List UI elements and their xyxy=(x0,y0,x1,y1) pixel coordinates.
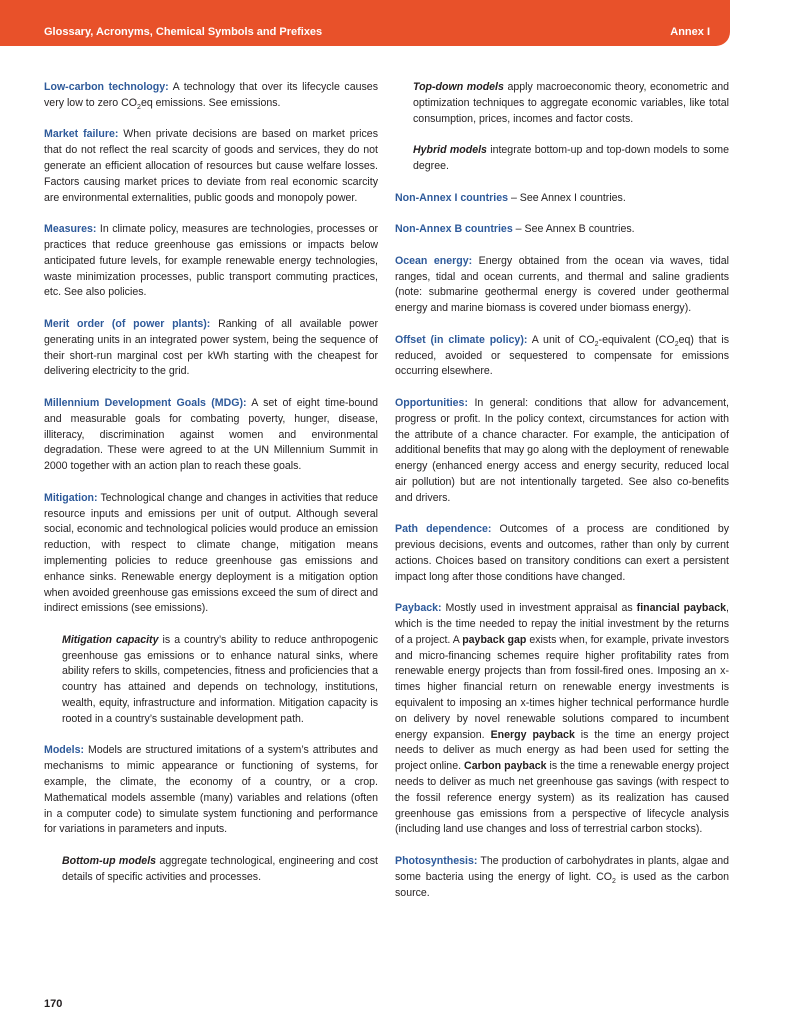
term: Payback: xyxy=(395,602,442,615)
subterm: Mitigation capacity xyxy=(62,633,159,646)
term: Path dependence: xyxy=(395,523,492,536)
subterm: Bottom-up models xyxy=(62,855,157,868)
subterm: Hybrid models xyxy=(413,144,487,157)
entry-hybrid-models: Hybrid models integrate bottom-up and top-down models to some degree. xyxy=(413,144,729,172)
term: Offset (in climate policy): xyxy=(395,333,528,346)
entry-models: Models: Models are structured imitations of a system’s attributes and mechanisms to mimic appearance or functioning of systems, for example, the climate, the economy of a country, or a crop. Mathematical models assemble (many) variables and relations (often in a computer code) to simulate system functioning and performance for variations in parameters and inputs. xyxy=(44,744,378,836)
annex-label: Annex I xyxy=(670,26,710,38)
header-bar xyxy=(0,0,730,46)
chapter-title: Glossary, Acronyms, Chemical Symbols and Prefixes xyxy=(44,26,323,38)
page-number: 170 xyxy=(44,998,63,1010)
term: Non-Annex B countries xyxy=(395,223,513,236)
entry-merit-order: Merit order (of power plants): Ranking of all available power generating units in an integrated power system, being the sequence of their short-run marginal cost per kWh starting with the cheapest for delivering electricity to the grid. xyxy=(44,317,378,378)
entry-non-annex-i: Non-Annex I countries – See Annex I countries. xyxy=(395,191,626,204)
entry-low-carbon-technology: Low-carbon technology: A technology that over its lifecycle causes very low to zero $CO_2eq$ emissions. See emissions. xyxy=(44,81,378,111)
entry-top-down-models: Top-down models apply macroeconomic theory, econometric and optimization techniques to aggregate economic variables, like total consumption, prices, incomes and factor costs. xyxy=(413,81,730,125)
entry-opportunities: Opportunities: In general: conditions that allow for advancement, progress or profit. In the policy context, circumstances for action with the attribute of a chance character. For example, the anticipation of additional benefits that may go along with the deployment of renewable energy (enhanced energy access and energy security, reduced local air pollution) but are not intentionally targeted. See also co-benefits and drivers. xyxy=(395,396,729,504)
entry-path-dependence: Path dependence: Outcomes of a process are conditioned by previous decisions, events and outcomes, rather than only by current actions. Choices based on transitory conditions can exert a persistent impact long after those conditions have changed. xyxy=(395,523,730,583)
entry-mitigation-capacity: Mitigation capacity is a country’s ability to reduce anthropogenic greenhouse gas emissions or to enhance natural sinks, where ability refers to skills, competencies, fitness and proficiencies that a country has attained and depends on technology, institutions, wealth, equity, infrastructure and information. Mitigation capacity is rooted in a country’s sustainable development path. xyxy=(62,633,378,725)
term: Non-Annex I countries xyxy=(395,191,509,204)
entry-non-annex-b: Non-Annex B countries – See Annex B countries. xyxy=(395,223,635,236)
right-column xyxy=(395,80,729,917)
term: Low-carbon technology: xyxy=(44,81,169,93)
entry-measures: Measures: In climate policy, measures are technologies, processes or practices that reduce greenhouse gas emissions or impacts below anticipated future levels, for example renewable energy technologies, waste minimization processes, public transport commuting practices, etc. See also policies. xyxy=(44,223,378,299)
term: Market failure: xyxy=(44,128,119,141)
entry-offset: Offset (in climate policy): A unit of $CO_2$-equivalent $(CO_2eq)$ that is reduced, avoided or sequestered to compensate for emissions occurring elsewhere. xyxy=(395,333,729,378)
term: Opportunities: xyxy=(395,396,468,409)
term: Photosynthesis: xyxy=(395,855,478,868)
term: Mitigation: xyxy=(44,491,98,504)
entry-market-failure: Market failure: When private decisions are based on market prices that do not reflect the real scarcity of goods and services, they do not generate an efficient allocation of resources but cause welfare losses. Factors causing market prices to deviate from real economic scarcity are environmental externalities, public goods and monopoly power. xyxy=(44,128,378,204)
entry-photosynthesis: Photosynthesis: The production of carbohydrates in plants, algae and some bacteria using the energy of light. $CO_2$ is used as the carbon source. xyxy=(395,855,729,899)
left-column xyxy=(44,80,378,901)
entry-payback: Payback: Mostly used in investment appraisal as financial payback, which is the time needed to repay the initial investment by the returns of a project. A payback gap exists when, for example, private investors and micro-financing schemes require higher profitability rates from renewable energy projects than from fossil-fired ones. Imposing an x-times higher financial return on renewable energy investments is equivalent to imposing an x-times higher technical performance hurdle on delivery by novel renewable solutions compared to incumbent energy expansion. Energy payback is the time an energy project needs to deliver as much energy as had been used for setting the project online. Carbon payback is the time a renewable energy project needs to deliver as much net greenhouse gas savings (with respect to the fossil reference energy system) as its realization has caused greenhouse gas emissions from a perspective of lifecycle analysis (including land use changes and loss of terrestrial carbon stocks). xyxy=(395,602,730,836)
term: Millennium Development Goals (MDG): xyxy=(44,396,247,409)
entry-mitigation: Mitigation: Technological change and changes in activities that reduce resource inputs and emissions per unit of output. Although several social, economic and technological policies would produce an emission reduction, with respect to climate change, mitigation means implementing policies to reduce greenhouse gas emissions and enhance sinks. Renewable energy deployment is a mitigation option when avoided greenhouse gas emissions exceed the sum of direct and indirect emissions (see emissions). xyxy=(44,491,378,615)
entry-ocean-energy: Ocean energy: Energy obtained from the ocean via waves, tidal ranges, tidal and ocean currents, and thermal and saline gradients (note: submarine geothermal energy is covered under geothermal energy and marine biomass is covered under biomass energy). xyxy=(395,254,729,315)
subterm: Top-down models xyxy=(413,81,504,93)
entry-bottom-up-models: Bottom-up models aggregate technological, engineering and cost details of specific activities and processes. xyxy=(62,855,378,883)
term: Merit order (of power plants): xyxy=(44,317,211,330)
term: Measures: xyxy=(44,223,97,236)
entry-mdg: Millennium Development Goals (MDG): A set of eight time-bound and measurable goals for combating poverty, hunger, disease, illiteracy, discrimination against women and environmental degradation. These were agreed to at the UN Millennium Summit in 2000 together with an action plan to reach these goals. xyxy=(44,396,378,473)
term: Ocean energy: xyxy=(395,254,473,267)
term: Models: xyxy=(44,744,85,757)
